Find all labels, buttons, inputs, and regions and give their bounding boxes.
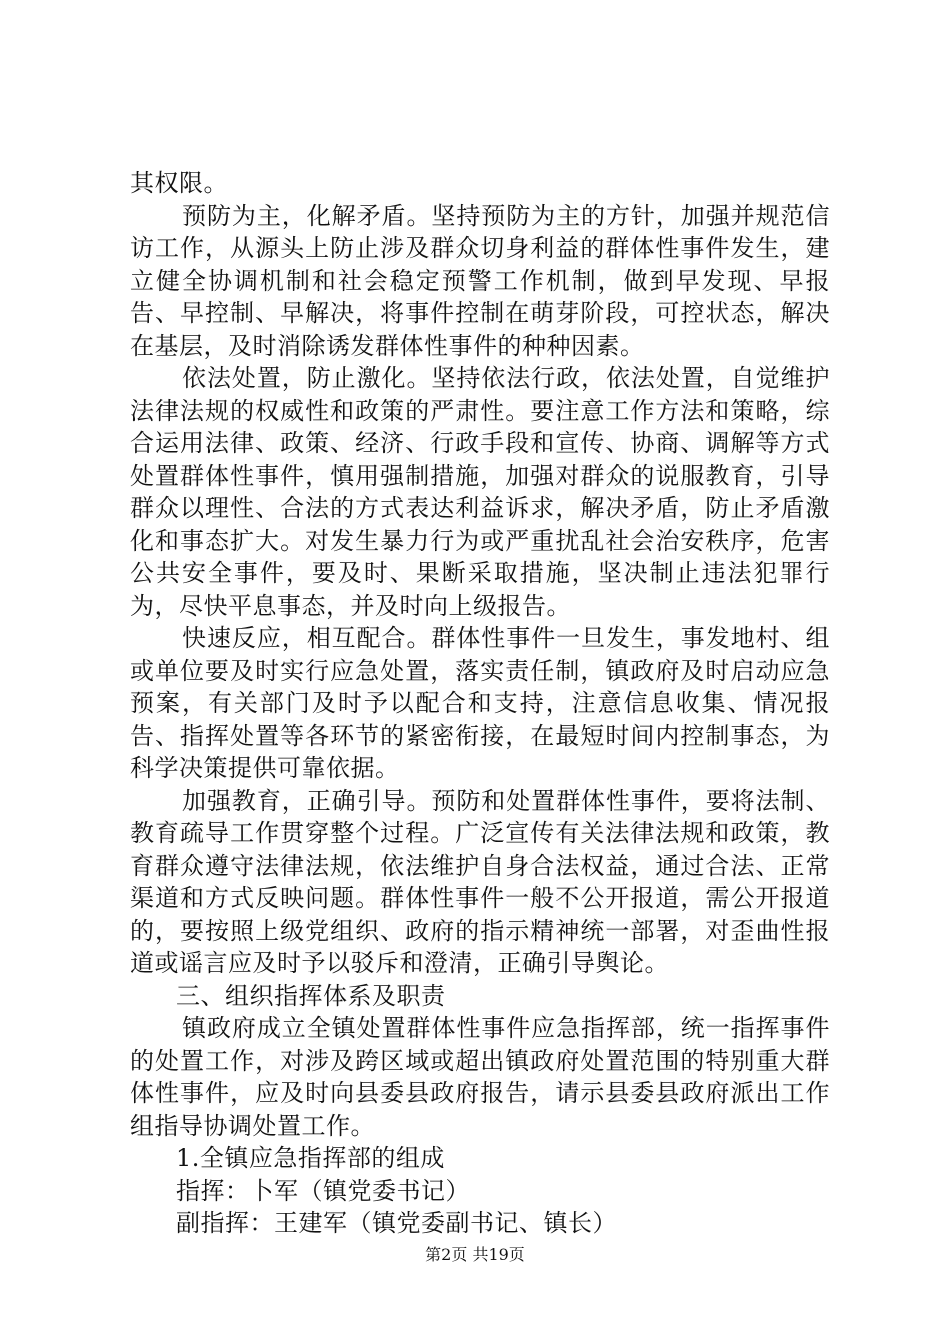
subsection-heading: 1.全镇应急指挥部的组成 <box>176 1144 445 1172</box>
paragraph-rapid-response: 快速反应，相互配合。群体性事件一旦发生，事发地村、组或单位要及时实行应急处置，落实责任制，镇政府及时启动应急预案，有关部门及时予以配合和支持，注意信息收集、情况报告、指挥处置等各环节的紧密衔接，在最短时间内控制事态，为科学决策提供可靠依据。 <box>130 624 830 782</box>
paragraph-command-hq: 镇政府成立全镇处置群体性事件应急指挥部，统一指挥事件的处置工作，对涉及跨区域或超出镇政府处置范围的特别重大群体性事件，应及时向县委县政府报告，请示县委县政府派出工作组指导协调处置工作。 <box>130 1014 830 1140</box>
section-heading: 三、组织指挥体系及职责 <box>176 981 446 1010</box>
paragraph-lawful-handling: 依法处置，防止激化。坚持依法行政，依法处置，自觉维护法律法规的权威性和政策的严肃性。要注意工作方法和策略，综合运用法律、政策、经济、行政手段和宣传、协商、调解等方式处置群体性事件，慎用强制措施，加强对群众的说服教育，引导群众以理性、合法的方式表达利益诉求，解决矛盾，防止矛盾激化和事态扩大。对发生暴力行为或严重扰乱社会治安秩序，危害公共安全事件，要及时、果断采取措施，坚决制止违法犯罪行为，尽快平息事态，并及时向上级报告。 <box>130 364 830 620</box>
deputy-commander-line: 副指挥：王建军（镇党委副书记、镇长） <box>176 1209 617 1237</box>
paragraph-prevention: 预防为主，化解矛盾。坚持预防为主的方针，加强并规范信访工作，从源头上防止涉及群众切身利益的群体性事件发生，建立健全协调机制和社会稳定预警工作机制，做到早发现、早报告、早控制、早解决，将事件控制在萌芽阶段，可控状态，解决在基层，及时消除诱发群体性事件的种种因素。 <box>130 201 830 360</box>
page-number-footer: 第2页 共19页 <box>425 1245 525 1264</box>
commander-line: 指挥：卜军（镇党委书记） <box>176 1176 470 1205</box>
paragraph-continuation: 其权限。 <box>130 169 228 197</box>
document-body <box>130 167 830 1240</box>
paragraph-education: 加强教育，正确引导。预防和处置群体性事件，要将法制、教育疏导工作贯穿整个过程。广泛宣传有关法律法规和政策，教育群众遵守法律法规，依法维护自身合法权益，通过合法、正常渠道和方式反映问题。群体性事件一般不公开报道，需公开报道的，要按照上级党组织、政府的指示精神统一部署，对歪曲性报道或谣言应及时予以驳斥和澄清，正确引导舆论。 <box>130 786 830 977</box>
